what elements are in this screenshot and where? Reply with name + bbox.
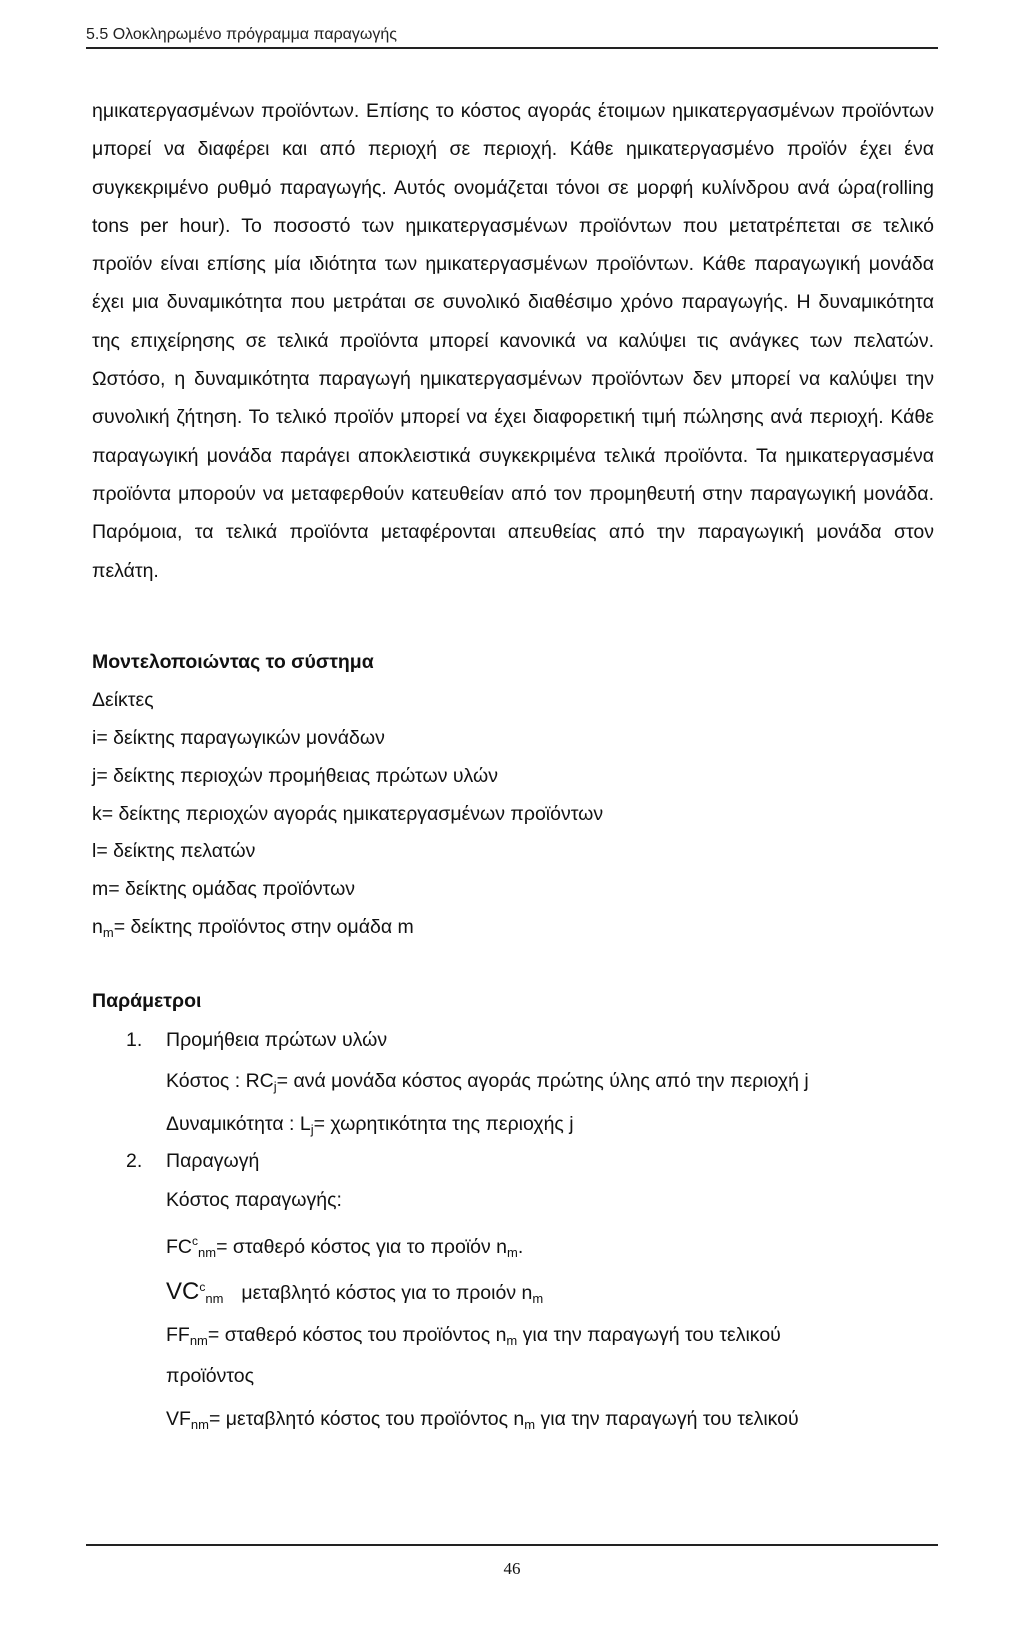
fc-sub: nm <box>198 1245 217 1260</box>
vf-base: VF <box>166 1408 191 1430</box>
ff-sub2: m <box>506 1333 518 1348</box>
item1-number: 1. <box>126 1029 143 1051</box>
fc-base: FC <box>166 1236 192 1258</box>
n-base: n <box>92 916 103 938</box>
vc-base: VC <box>166 1278 200 1305</box>
vc-sub2: m <box>532 1291 544 1306</box>
rc-sub: j <box>273 1079 277 1094</box>
ff-continuation: προϊόντος <box>166 1365 254 1387</box>
l-prefix: Δυναμικότητα : L <box>166 1113 311 1135</box>
page-header-title: 5.5 Ολοκληρωμένο πρόγραμμα παραγωγής <box>86 26 398 43</box>
parameters-heading: Παράμετροι <box>92 990 202 1012</box>
fc-desc: = σταθερό κόστος για το προϊόν n <box>216 1236 508 1258</box>
vf-sub2: m <box>524 1417 536 1432</box>
item1-title: Προμήθεια πρώτων υλών <box>166 1029 388 1051</box>
index-k: k= δείκτης περιοχών αγοράς ημικατεργασμένων προϊόντων <box>92 803 604 825</box>
page-number: 46 <box>503 1559 521 1578</box>
n-desc: = δείκτης προϊόντος στην ομάδα m <box>113 916 414 938</box>
index-i: i= δείκτης παραγωγικών μονάδων <box>92 727 385 749</box>
rc-desc: = ανά μονάδα κόστος αγοράς πρώτης ύλης από την περιοχή j <box>276 1070 809 1092</box>
ff-line <box>166 1324 781 1348</box>
vf-sub: nm <box>190 1417 209 1432</box>
footer-rule <box>86 1544 938 1546</box>
l-sub: j <box>310 1122 314 1137</box>
item2-title: Παραγωγή <box>166 1150 260 1172</box>
vf-desc: = μεταβλητό κόστος του προϊόντος n <box>208 1408 525 1430</box>
item2-number: 2. <box>126 1150 143 1172</box>
rc-prefix: Κόστος : RC <box>166 1070 274 1092</box>
ff-sub: nm <box>189 1333 208 1348</box>
vf-line <box>166 1408 799 1432</box>
production-cost-title: Κόστος παραγωγής: <box>166 1189 342 1211</box>
vc-desc: μεταβλητό κόστος για το προιόν n <box>241 1282 533 1304</box>
ff-desc: = σταθερό κόστος του προϊόντος n <box>207 1324 507 1346</box>
fc-end: . <box>517 1236 524 1258</box>
vc-line <box>166 1278 543 1306</box>
index-m: m= δείκτης ομάδας προϊόντων <box>92 878 356 900</box>
vc-sub: nm <box>205 1291 224 1306</box>
fc-line <box>166 1234 523 1260</box>
ff-base: FF <box>166 1324 190 1346</box>
fc-sub2: m <box>507 1245 518 1260</box>
intro-paragraph: ημικατεργασμένων προϊόντων. Επίσης το κόστος αγοράς έτοιμων ημικατεργασμένων προϊόντων μπορεί να διαφέρει και από περιοχή σε περιοχή. Κάθε ημικατεργασμένο προϊόν έχει ένα συγκεκριμένο ρυθμό παραγωγής. Αυτός ονομάζεται τόνοι σε μορφή κυλίνδρου ανά ώρα(rolling tons per hour). Το ποσοστό των ημικατεργασμένων προϊόντων που μετατρέπεται σε τελικό προϊόν είναι επίσης μία ιδιότητα των ημικατεργασμένων προϊόντων. Κάθε παραγωγική μονάδα έχει μια δυναμικότητα που μετράται σε συνολικό διαθέσιμο χρόνο παραγωγής. Η δυναμικότητα της επιχείρησης σε τελικά προϊόντα μπορεί κανονικά να καλύψει τις ανάγκες των πελατών. Ωστόσο, η δυναμικότητα παραγωγή ημικατεργασμένων προϊόντων δεν μπορεί να καλύψει την συνολική ζήτηση. Το τελικό προϊόν μπορεί να έχει διαφορετική τιμή πώλησης ανά περιοχή. Κάθε παραγωγική μονάδα παράγει αποκλειστικά συγκεκριμένα τελικά προϊόντα. Τα ημικατεργασμένα προϊόντα μπορούν να μεταφερθούν κατευθείαν από τον προμηθευτή στην παραγωγική μονάδα. Παρόμοια, τα τελικά προϊόντα μεταφέρονται απευθείας από την παραγωγική μονάδα στον πελάτη. <box>92 100 934 582</box>
index-l: l= δείκτης πελατών <box>92 840 256 862</box>
index-j: j= δείκτης περιοχών προμήθειας πρώτων υλών <box>92 765 498 787</box>
header-rule <box>86 47 938 49</box>
l-line <box>166 1113 574 1137</box>
indices-title: Δείκτες <box>92 689 154 711</box>
body-paragraph <box>92 92 934 590</box>
vc-sup: c <box>199 1280 206 1294</box>
ff-rest: για την παραγωγή του τελικού <box>517 1324 781 1346</box>
vf-rest: για την παραγωγή του τελικού <box>535 1408 799 1430</box>
fc-sup: c <box>192 1234 198 1248</box>
l-desc: = χωρητικότητα της περιοχής j <box>313 1113 574 1135</box>
modeling-heading: Μοντελοποιώντας το σύστημα <box>92 651 374 673</box>
index-n <box>92 916 414 940</box>
rc-line <box>166 1070 809 1094</box>
n-subscript: m <box>102 925 114 940</box>
